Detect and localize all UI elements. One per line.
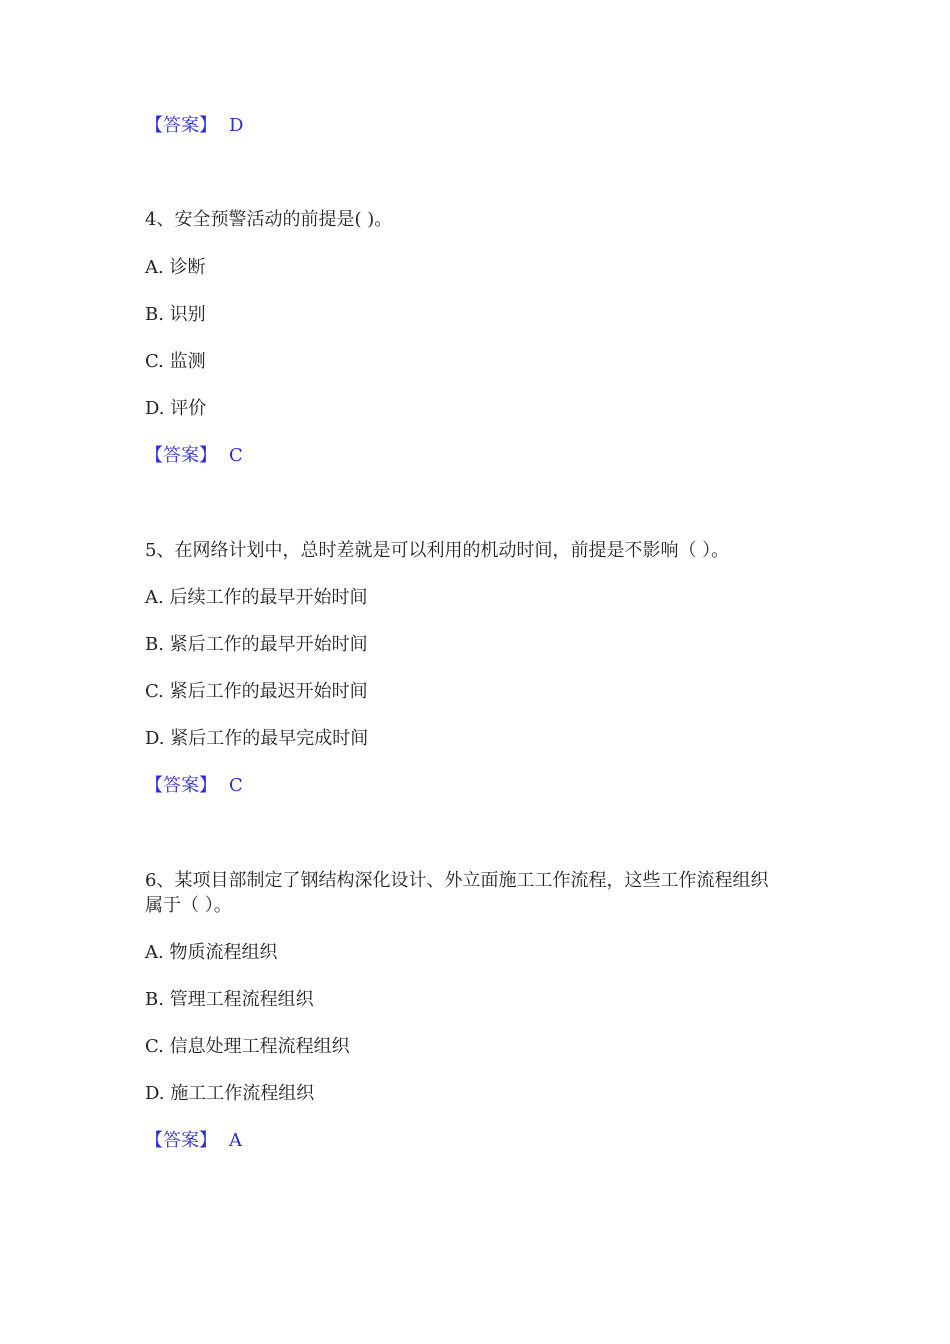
answer-value: C — [229, 445, 243, 466]
question-stem-line1: 6、某项目部制定了钢结构深化设计、外立面施工工作流程，这些工作流程组织 — [145, 870, 769, 891]
answer-label: 【答案】 — [145, 775, 217, 796]
option-b: B. 紧后工作的最早开始时间 — [145, 634, 368, 655]
option-b: B. 识别 — [145, 304, 206, 325]
answer-line — [145, 773, 243, 799]
answer-value: D — [229, 115, 244, 136]
option-a: A. 后续工作的最早开始时间 — [145, 587, 368, 608]
option-a: A. 物质流程组织 — [145, 942, 278, 963]
option-c: C. 监测 — [145, 351, 206, 372]
answer-label: 【答案】 — [145, 445, 217, 466]
option-a: A. 诊断 — [145, 257, 206, 278]
option-d: D. 评价 — [145, 398, 207, 419]
answer-label: 【答案】 — [145, 1130, 217, 1151]
question-stem-line2: 属于（ ）。 — [145, 895, 232, 916]
option-d: D. 紧后工作的最早完成时间 — [145, 728, 369, 749]
answer-line — [145, 443, 243, 469]
answer-label: 【答案】 — [145, 115, 217, 136]
answer-value: C — [229, 775, 243, 796]
option-c: C. 信息处理工程流程组织 — [145, 1036, 350, 1057]
question-stem: 5、在网络计划中，总时差就是可以利用的机动时间，前提是不影响（ ）。 — [145, 540, 730, 561]
option-d: D. 施工工作流程组织 — [145, 1083, 315, 1104]
answer-line — [145, 113, 243, 139]
question-stem: 4、安全预警活动的前提是( )。 — [145, 209, 393, 230]
answer-line — [145, 1128, 242, 1154]
option-c: C. 紧后工作的最迟开始时间 — [145, 681, 368, 702]
option-b: B. 管理工程流程组织 — [145, 989, 314, 1010]
answer-value: A — [229, 1130, 242, 1151]
